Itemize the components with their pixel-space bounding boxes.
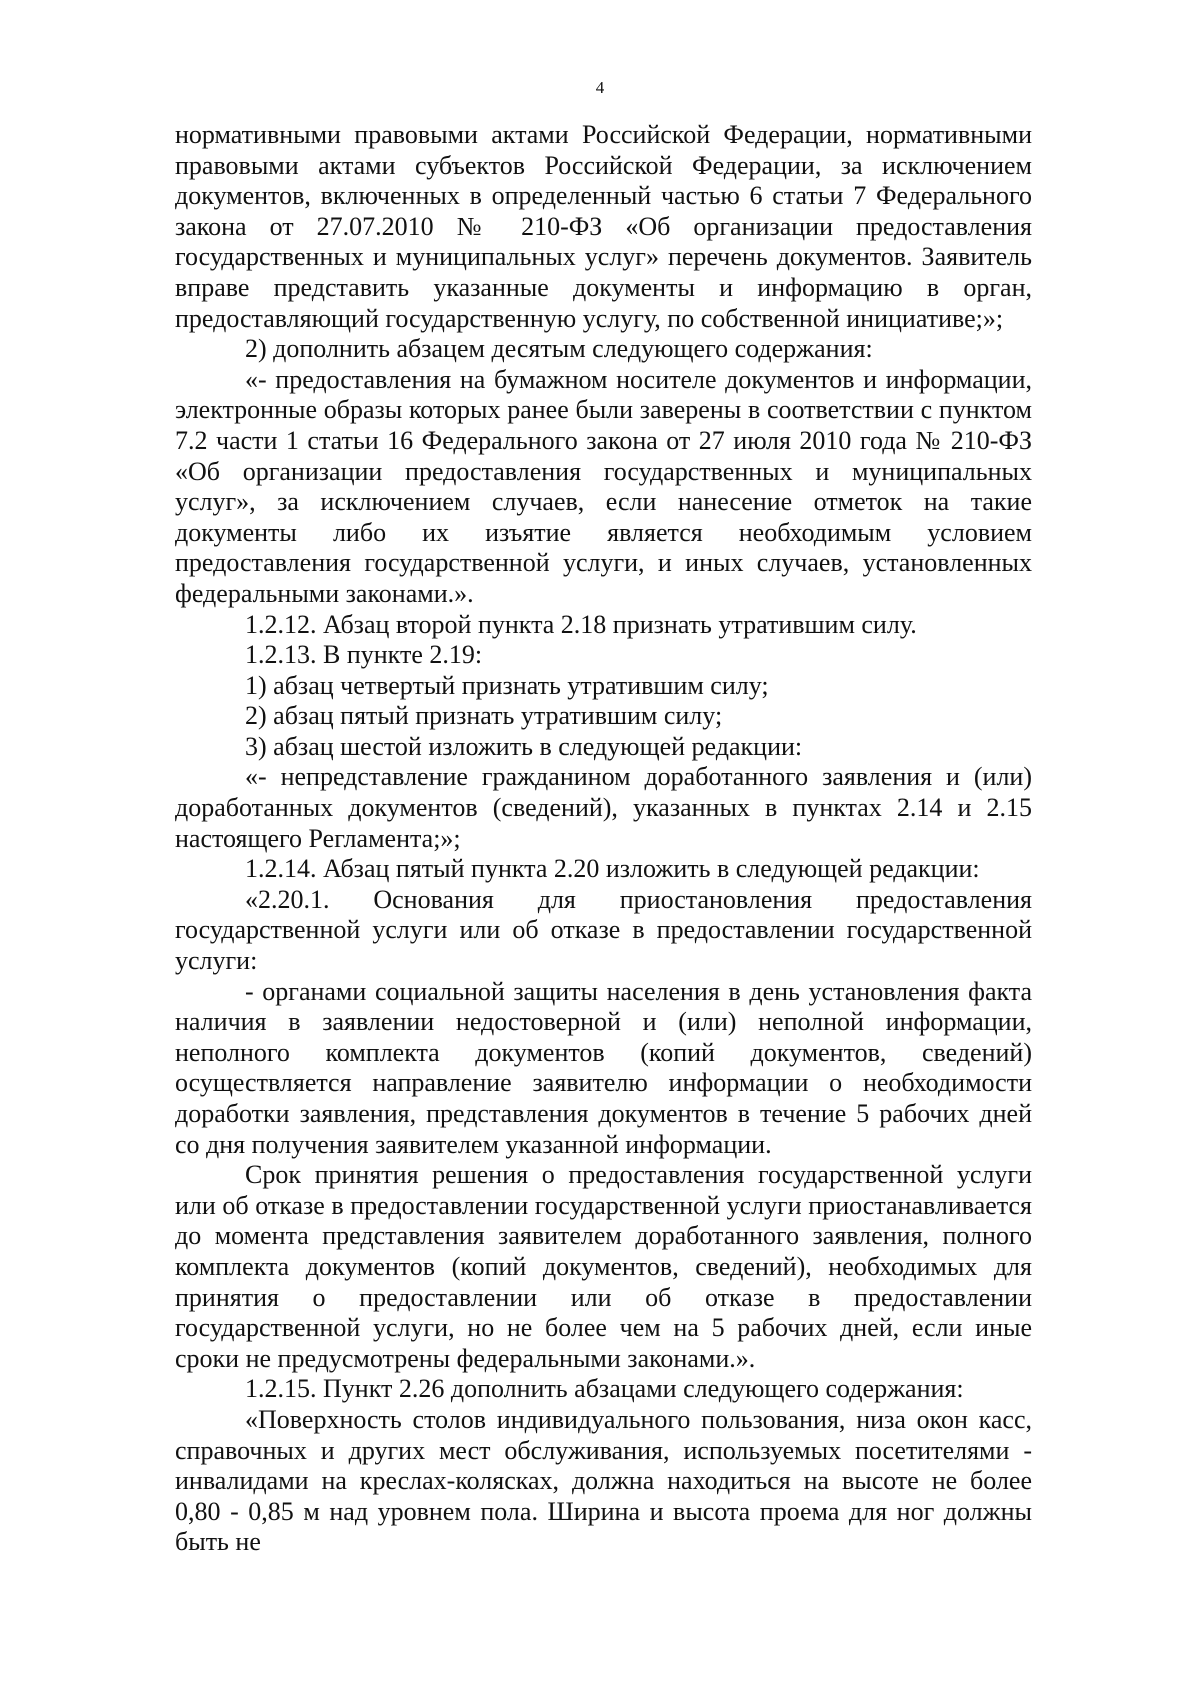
paragraph: 1.2.13. В пункте 2.19: [245, 640, 483, 670]
paragraph: 1.2.15. Пункт 2.26 дополнить абзацами следующего содержания: [245, 1374, 964, 1404]
page-number: 4 [595, 78, 605, 97]
paragraph: 2) дополнить абзацем десятым следующего содержания: [245, 334, 873, 364]
paragraph: 1.2.12. Абзац второй пункта 2.18 признать утратившим силу. [245, 609, 917, 639]
paragraph: «- непредставление гражданином доработанного заявления и (или) доработанных документов (сведений), указанных в пунктах 2.14 и 2.15 настоящего Регламента;»; [175, 762, 1032, 853]
paragraph: 3) абзац шестой изложить в следующей редакции: [245, 731, 803, 761]
paragraph: - органами социальной защиты населения в день установления факта наличия в заявлении недостоверной и (или) неполной информации, неполного комплекта документов (копий документов, сведений) осуществляется направление заявителю информации о необходимости доработки заявления, представления документов в течение 5 рабочих дней со дня получения заявителем указанной информации. [175, 976, 1032, 1159]
document-body [175, 120, 1032, 1558]
paragraph: 2) абзац пятый признать утратившим силу; [245, 701, 723, 731]
paragraph: 1.2.14. Абзац пятый пункта 2.20 изложить в следующей редакции: [245, 854, 980, 884]
paragraph: «- предоставления на бумажном носителе документов и информации, электронные образы которых ранее были заверены в соответствии с пунктом 7.2 части 1 статьи 16 Федерального закона от 27 июля 2010 года № 210-ФЗ «Об организации предоставления государственных и муниципальных услуг», за исключением случаев, если нанесение отметок на такие документы либо их изъятие является необходимым условием предоставления государственной услуги, и иных случаев, установленных федеральными законами.». [175, 364, 1032, 608]
paragraph: нормативными правовыми актами Российской Федерации, нормативными правовыми актами субъектов Российской Федерации, за исключением документов, включенных в определенный частью 6 статьи 7 Федерального закона от 27.07.2010 № 210-ФЗ «Об организации предоставления государственных и муниципальных услуг» перечень документов. Заявитель вправе представить указанные документы и информацию в орган, предоставляющий государственную услугу, по собственной инициативе;»; [175, 120, 1032, 333]
paragraph: Срок принятия решения о предоставления государственной услуги или об отказе в предоставлении государственной услуги приостанавливается до момента представления заявителем доработанного заявления, полного комплекта документов (копий документов, сведений), необходимых для принятия о предоставлении или об отказе в предоставлении государственной услуги, но не более чем на 5 рабочих дней, если иные сроки не предусмотрены федеральными законами.». [175, 1160, 1032, 1373]
paragraph: «2.20.1. Основания для приостановления предоставления государственной услуги или об отказе в предоставлении государственной услуги: [175, 884, 1032, 976]
paragraph: 1) абзац четвертый признать утратившим силу; [245, 670, 769, 700]
paragraph: «Поверхность столов индивидуального пользования, низа окон касс, справочных и других мест обслуживания, используемых посетителями - инвалидами на креслах-колясках, должна находиться на высоте не более 0,80 - 0,85 м над уровнем пола. Ширина и высота проема для ног должны быть не [175, 1404, 1032, 1557]
